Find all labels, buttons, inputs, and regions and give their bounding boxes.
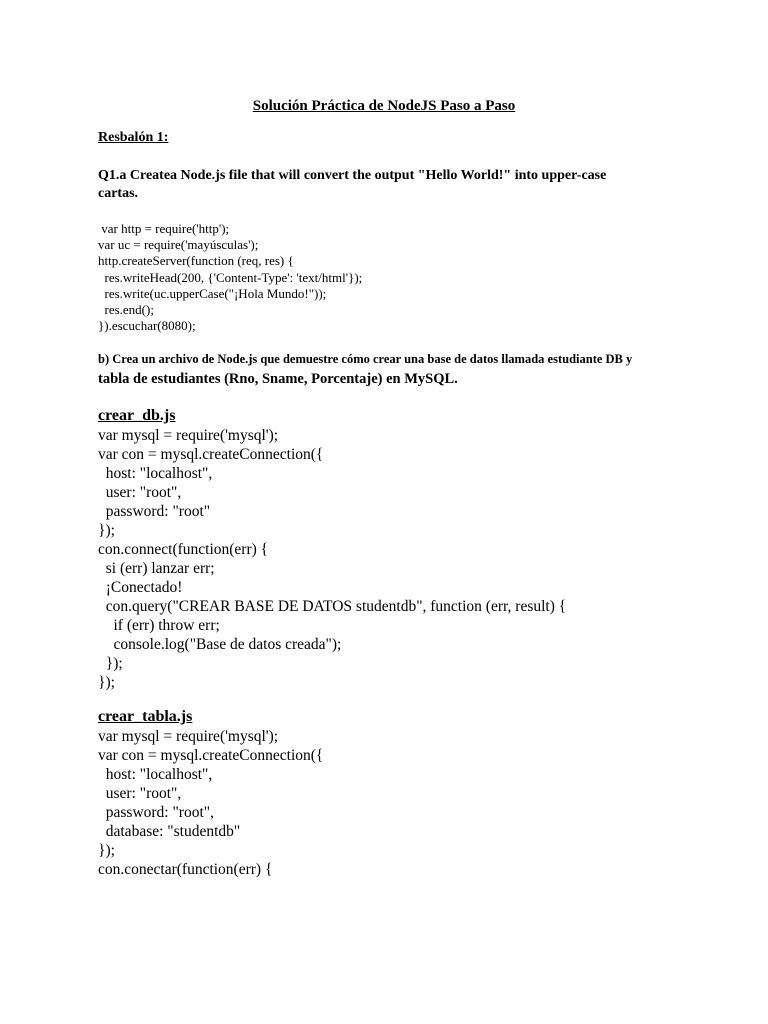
file-title-crear-tabla: crear_tabla.js: [98, 708, 193, 725]
q1-code-block: var http = require('http'); var uc = require('mayúsculas'); http.createServer(function (req, res) { res.writeHead(200, {'Content-Type': 'text/html'}); res.write(uc.upperCase("¡Hola Mundo!")); res.end(); }).escuchar(8080);: [98, 221, 363, 334]
crear-db-code-block: var mysql = require('mysql'); var con = mysql.createConnection({ host: "localhost", user: "root", password: "root" }); con.connect(function(err) { si (err) lanzar err; ¡Conectado! con.query("CREAR BASE DE DATOS studentdb", function (err, result) { if (err) throw err; console.log("Base de datos creada"); }); });: [98, 427, 567, 691]
section-heading: Resbalón 1:: [98, 130, 169, 145]
file-title-crear-db: crear_db.js: [98, 407, 176, 424]
question-b-line-2: tabla de estudiantes (Rno, Sname, Porcentaje) en MySQL.: [98, 371, 458, 387]
question-b-line-1: b) Crea un archivo de Node.js que demuestre cómo crear una base de datos llamada estudiante DB y: [98, 352, 633, 366]
crear-tabla-code-block: var mysql = require('mysql'); var con = mysql.createConnection({ host: "localhost", user: "root", password: "root", database: "studentdb" }); con.conectar(function(err) {: [98, 728, 324, 878]
question-1a: Q1.a Createa Node.js file that will convert the output "Hello World!" into upper-case cartas.: [98, 168, 607, 201]
page-title: Solución Práctica de NodeJS Paso a Paso: [252, 98, 516, 114]
